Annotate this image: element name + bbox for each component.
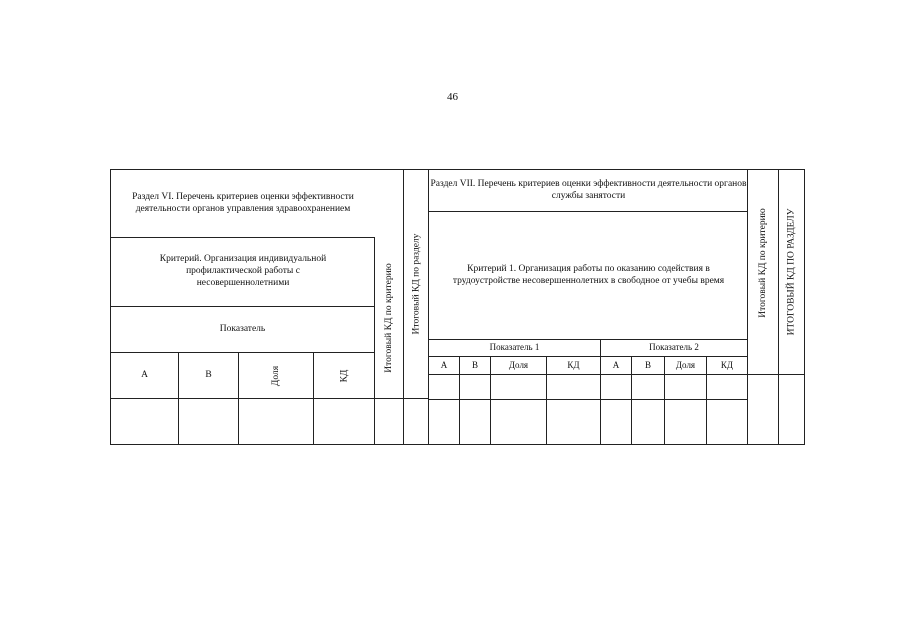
section7-total-criterion-label: Итоговый КД по критерию (758, 208, 768, 318)
section7-title: Раздел VII. Перечень критериев оценки эффективности деятельности органов службы занятости (430, 178, 747, 201)
indicator-2: Показатель 2 (649, 342, 699, 353)
ind1-col-share: Доля (508, 359, 529, 370)
col-share: Доля (271, 365, 281, 386)
section6-title: Раздел VI. Перечень критериев оценки эффективности деятельности органов управления здравоохранением (132, 191, 354, 214)
col-kd: КД (338, 369, 349, 382)
section6-criterion: Критерий. Организация индивидуальной профилактической работы с несовершеннолетними (159, 254, 327, 288)
ind1-col-b: В (471, 359, 478, 370)
ind2-col-kd: КД (720, 359, 734, 370)
col-a: А (141, 369, 148, 380)
ind2-col-share: Доля (675, 359, 696, 370)
indicator-1: Показатель 1 (489, 342, 540, 353)
ind2-col-b: В (644, 359, 651, 370)
col-b: В (205, 369, 212, 380)
section7-criterion: Критерий 1. Организация работы по оказанию содействия в трудоустройстве несовершеннолетних в свободное от учебы время (452, 263, 725, 286)
section6-indicator: Показатель (219, 323, 266, 334)
total-criterion-label: Итоговый КД по критерию (384, 263, 394, 373)
total-section-label: Итоговый КД по разделу (411, 233, 421, 335)
ind2-col-a: А (612, 359, 620, 370)
section7-total-section-label: ИТОГОВЫЙ КД ПО РАЗДЕЛУ (786, 208, 797, 336)
page-number: 46 (447, 91, 458, 103)
ind1-col-a: А (440, 359, 448, 370)
ind1-col-kd: КД (567, 359, 580, 370)
